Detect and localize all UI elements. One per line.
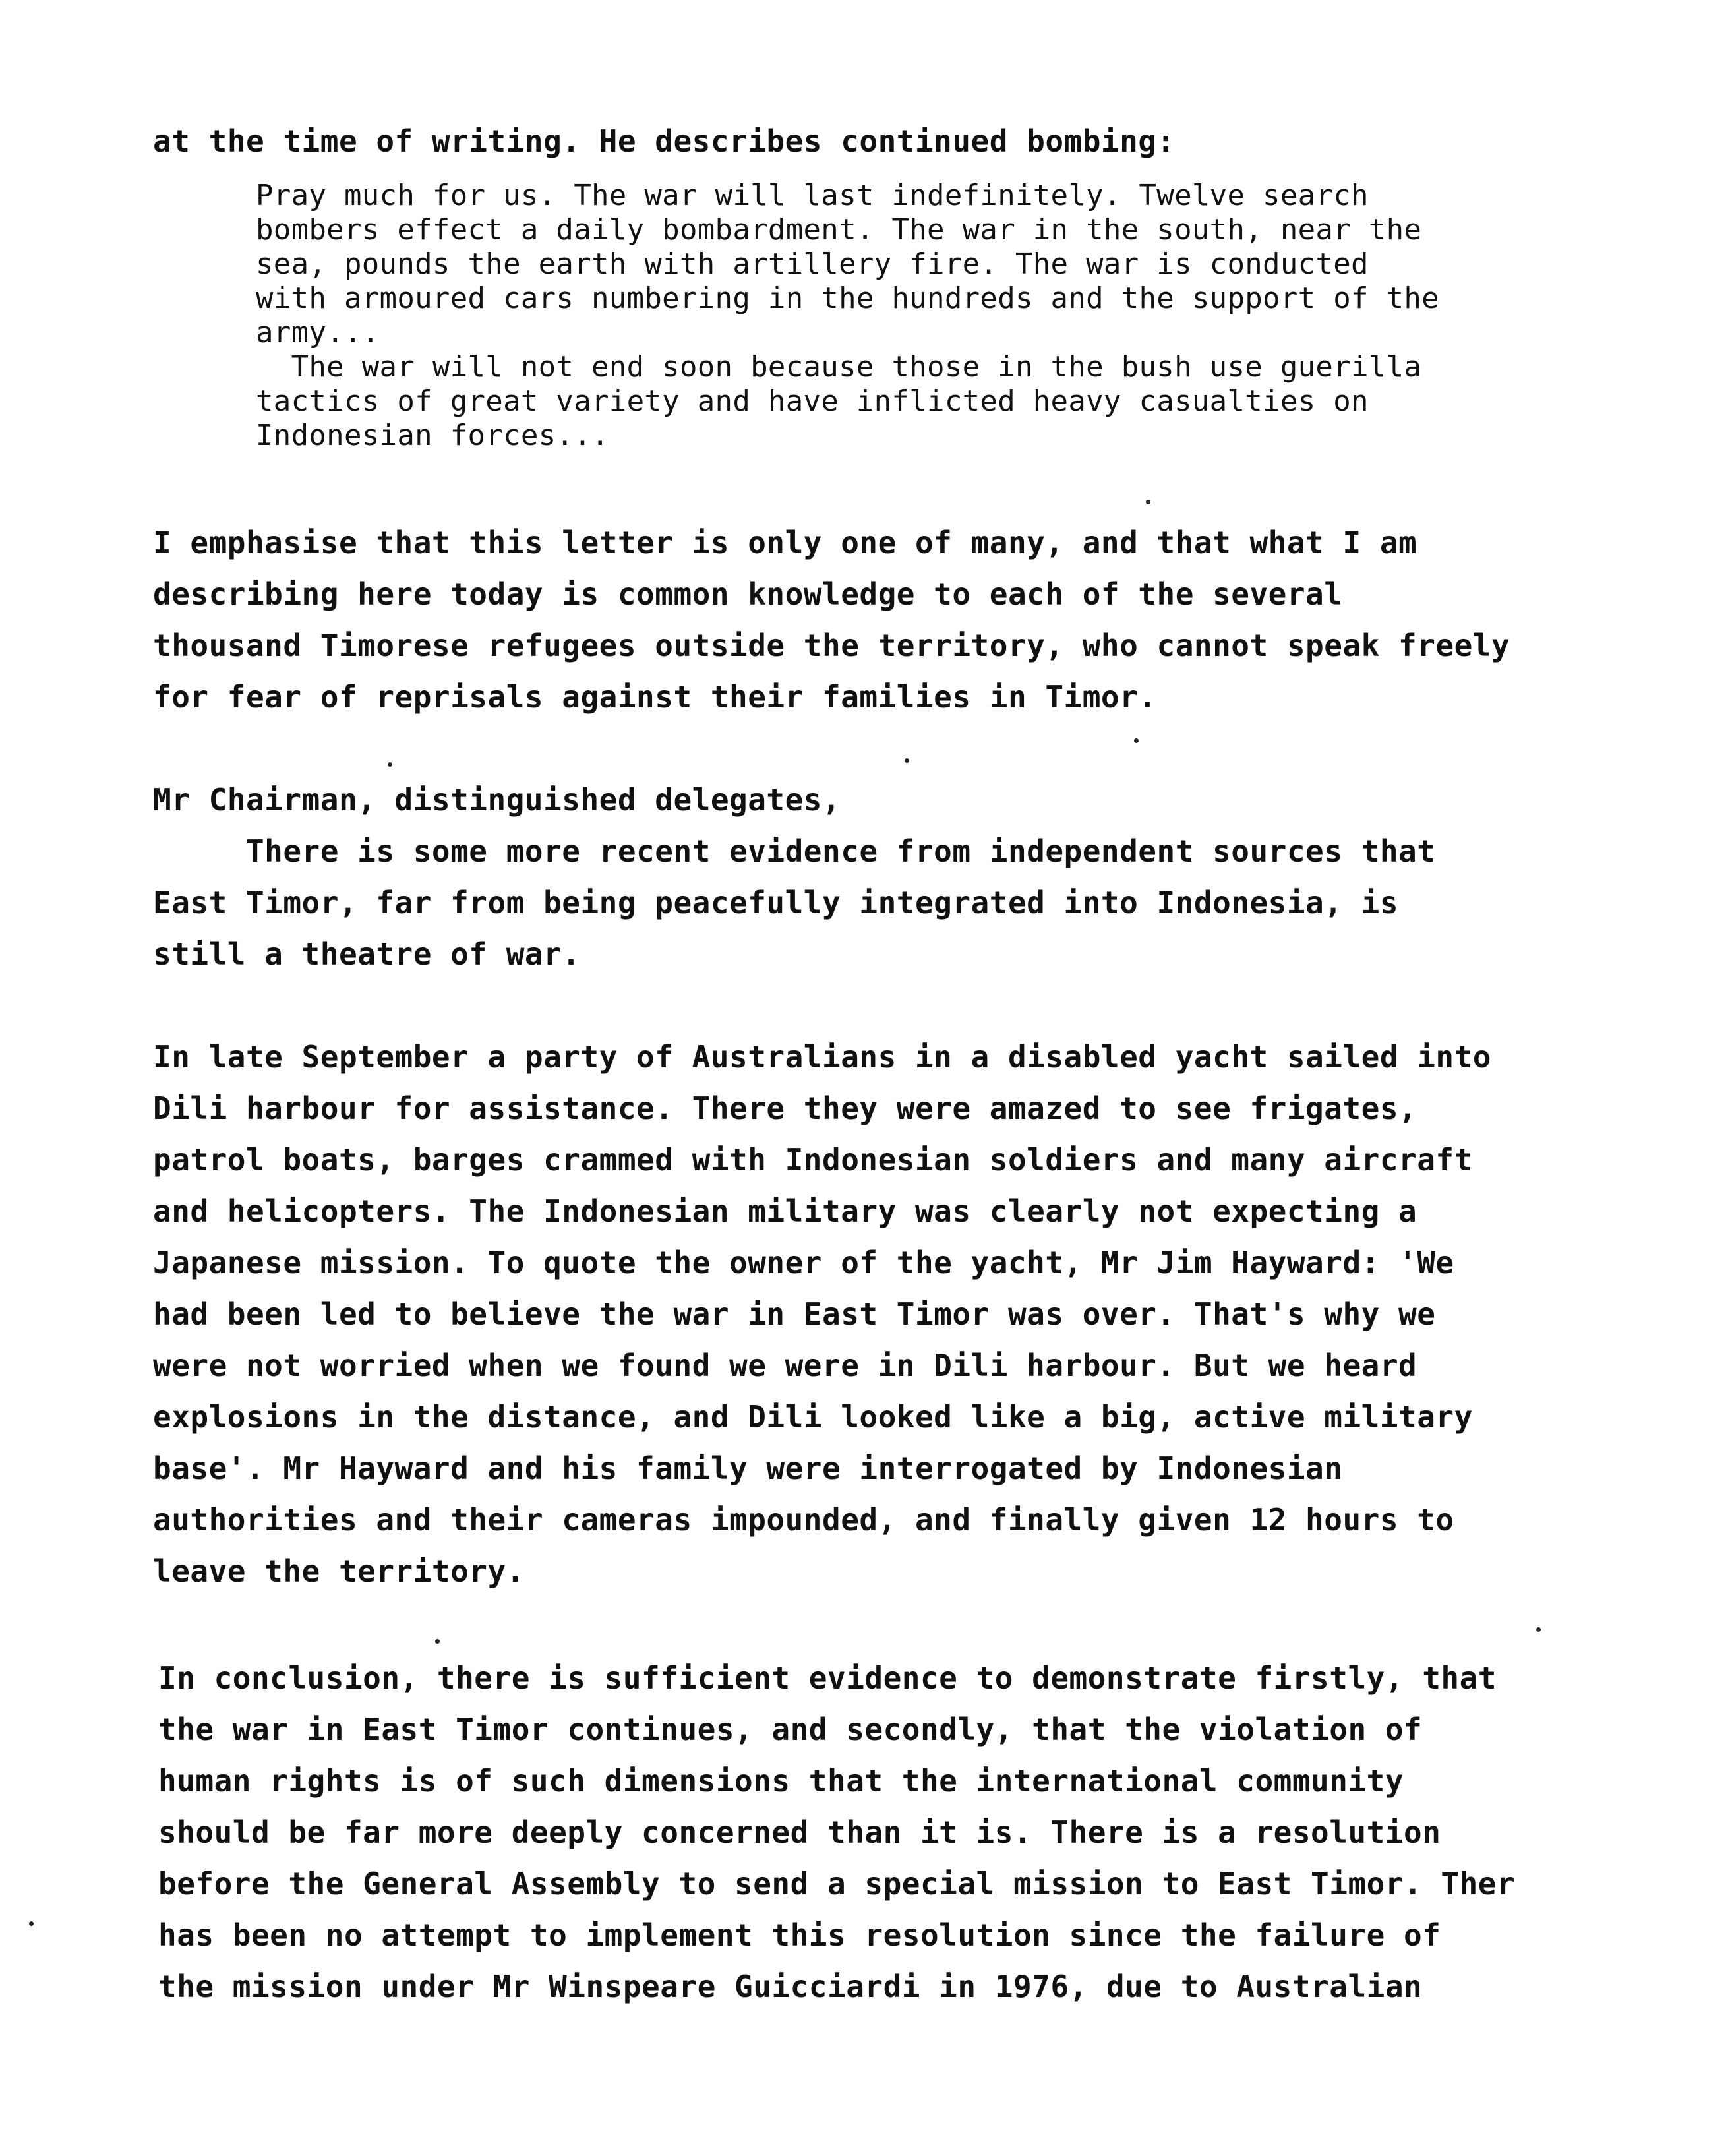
text-line: In conclusion, there is sufficient evidence to demonstrate firstly, that [158,1660,1497,1696]
text-line: the war in East Timor continues, and secondly, that the violation of [158,1712,1423,1747]
scan-speck [1146,500,1150,504]
quote-line: Indonesian forces... [256,419,609,452]
text-line: authorities and their cameras impounded, and finally given 12 hours to [153,1502,1454,1538]
quote-line: army... [256,316,380,349]
scan-speck [1134,738,1139,743]
quote-line: with armoured cars numbering in the hundreds and the support of the [256,282,1439,315]
text-line: still a theatre of war. [153,936,581,972]
quote-line: Pray much for us. The war will last indefinitely. Twelve search [256,179,1369,212]
text-line: Japanese mission. To quote the owner of the yacht, Mr Jim Hayward: 'We [153,1245,1454,1280]
scan-speck [29,1921,34,1926]
text-line: human rights is of such dimensions that the international community [158,1763,1404,1799]
text-line: patrol boats, barges crammed with Indonesian soldiers and many aircraft [153,1142,1473,1178]
text-line: and helicopters. The Indonesian military was clearly not expecting a [153,1193,1417,1229]
salutation: Mr Chairman, distinguished delegates, [153,782,841,818]
text-line: were not worried when we found we were in Dili harbour. But we heard [153,1348,1417,1383]
text-line: explosions in the distance, and Dili looked like a big, active military [153,1399,1473,1435]
scan-speck [388,762,392,767]
quote-line: The war will not end soon because those in the bush use guerilla [256,350,1422,384]
text-line: East Timor, far from being peacefully integrated into Indonesia, is [153,885,1399,920]
text-line: I emphasise that this letter is only one of many, and that what I am [153,525,1417,560]
quote-line: tactics of great variety and have inflicted heavy casualties on [256,384,1369,418]
quote-line: sea, pounds the earth with artillery fire. The war is conducted [256,247,1369,281]
text-line: In late September a party of Australians in a disabled yacht sailed into [153,1039,1491,1075]
scan-speck [435,1639,440,1644]
text-line: had been led to believe the war in East Timor was over. That's why we [153,1296,1436,1332]
quote-line: bombers effect a daily bombardment. The war in the south, near the [256,213,1422,247]
text-line: Dili harbour for assistance. There they were amazed to see frigates, [153,1091,1417,1126]
text-line: There is some more recent evidence from independent sources that [153,833,1436,869]
text-line: has been no attempt to implement this resolution since the failure of [158,1917,1441,1953]
text-line: leave the territory. [153,1553,525,1589]
text-line: base'. Mr Hayward and his family were interrogated by Indonesian [153,1451,1343,1486]
text-line: describing here today is common knowledge to each of the several [153,576,1343,612]
scan-speck [1536,1627,1541,1632]
scan-speck [905,758,909,763]
text-line: the mission under Mr Winspeare Guicciardi in 1976, due to Australian [158,1969,1423,2004]
intro-line: at the time of writing. He describes continued bombing: [153,123,1176,159]
text-line: for fear of reprisals against their families in Timor. [153,679,1157,715]
text-line: before the General Assembly to send a special mission to East Timor. Ther [158,1866,1516,1901]
text-line: thousand Timorese refugees outside the territory, who cannot speak freely [153,628,1510,663]
text-line: should be far more deeply concerned than it is. There is a resolution [158,1814,1441,1850]
